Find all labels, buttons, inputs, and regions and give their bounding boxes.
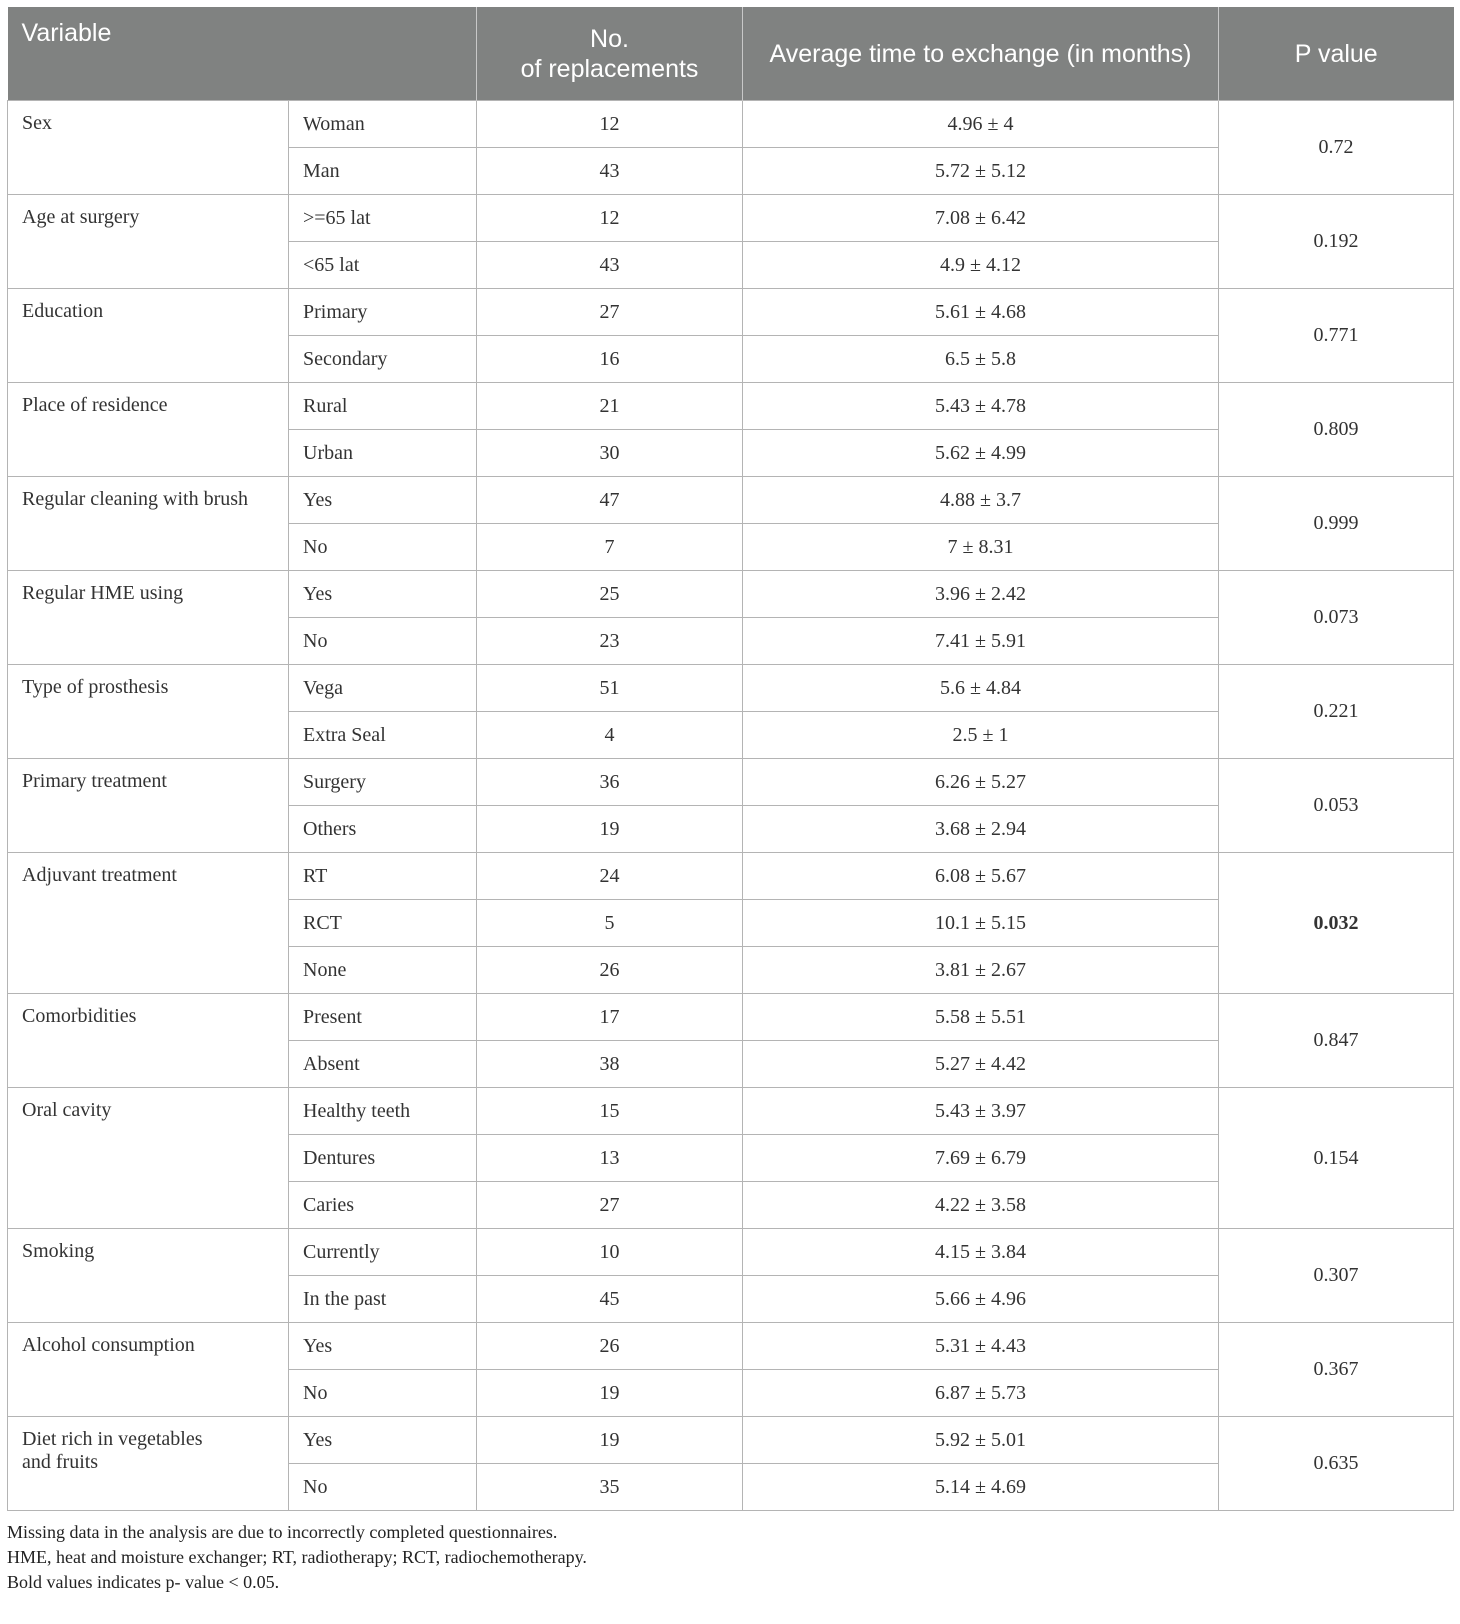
- replacements-cell: 30: [477, 430, 743, 477]
- header-replacements-line2: of replacements: [520, 54, 699, 83]
- average-time-cell: 6.87 ± 5.73: [743, 1370, 1219, 1417]
- average-time-cell: 4.9 ± 4.12: [743, 242, 1219, 289]
- table-row: [8, 1088, 1454, 1135]
- p-value-cell: 0.809: [1219, 383, 1454, 477]
- table-row: [8, 289, 1454, 336]
- table-container: [7, 7, 1453, 1595]
- table-row: [8, 383, 1454, 430]
- replacements-cell: 25: [477, 571, 743, 618]
- variable-cell: [8, 1417, 289, 1511]
- replacements-cell: 35: [477, 1464, 743, 1511]
- average-time-cell: 3.68 ± 2.94: [743, 806, 1219, 853]
- average-time-cell: 7.41 ± 5.91: [743, 618, 1219, 665]
- header-p-value: P value: [1219, 7, 1454, 101]
- variable-cell: [8, 101, 289, 195]
- average-time-cell: 5.58 ± 5.51: [743, 994, 1219, 1041]
- average-time-cell: 6.08 ± 5.67: [743, 853, 1219, 900]
- average-time-cell: 7 ± 8.31: [743, 524, 1219, 571]
- average-time-cell: 2.5 ± 1: [743, 712, 1219, 759]
- variable-cell: [8, 571, 289, 665]
- variable-label: Alcohol consumption: [22, 1334, 195, 1356]
- category-cell: Yes: [289, 477, 477, 524]
- category-cell: Dentures: [289, 1135, 477, 1182]
- category-cell: RCT: [289, 900, 477, 947]
- category-cell: None: [289, 947, 477, 994]
- category-cell: Absent: [289, 1041, 477, 1088]
- average-time-cell: 10.1 ± 5.15: [743, 900, 1219, 947]
- category-cell: Secondary: [289, 336, 477, 383]
- replacements-cell: 23: [477, 618, 743, 665]
- p-value-cell: 0.053: [1219, 759, 1454, 853]
- replacements-cell: 27: [477, 1182, 743, 1229]
- variable-label: Regular cleaning with brush: [22, 488, 249, 510]
- p-value-cell: 0.154: [1219, 1088, 1454, 1229]
- table-header: [8, 7, 1454, 101]
- category-cell: Rural: [289, 383, 477, 430]
- variable-cell: [8, 665, 289, 759]
- average-time-cell: 4.22 ± 3.58: [743, 1182, 1219, 1229]
- average-time-cell: 7.69 ± 6.79: [743, 1135, 1219, 1182]
- p-value-cell: 0.073: [1219, 571, 1454, 665]
- variable-label: Smoking: [22, 1240, 95, 1262]
- table-row: [8, 571, 1454, 618]
- variable-cell: [8, 1323, 289, 1417]
- table-row: [8, 1323, 1454, 1370]
- category-cell: Extra Seal: [289, 712, 477, 759]
- table-row: [8, 1417, 1454, 1464]
- average-time-cell: 5.27 ± 4.42: [743, 1041, 1219, 1088]
- p-value-cell: 0.771: [1219, 289, 1454, 383]
- average-time-cell: 3.81 ± 2.67: [743, 947, 1219, 994]
- average-time-cell: 5.31 ± 4.43: [743, 1323, 1219, 1370]
- replacements-cell: 19: [477, 1417, 743, 1464]
- replacements-cell: 43: [477, 148, 743, 195]
- average-time-cell: 5.62 ± 4.99: [743, 430, 1219, 477]
- category-cell: Healthy teeth: [289, 1088, 477, 1135]
- table-row: [8, 665, 1454, 712]
- average-time-cell: 5.92 ± 5.01: [743, 1417, 1219, 1464]
- variable-cell: [8, 994, 289, 1088]
- category-cell: Others: [289, 806, 477, 853]
- p-value-cell: 0.847: [1219, 994, 1454, 1088]
- replacements-cell: 13: [477, 1135, 743, 1182]
- category-cell: No: [289, 618, 477, 665]
- p-value-cell: 0.307: [1219, 1229, 1454, 1323]
- category-cell: Yes: [289, 1417, 477, 1464]
- average-time-cell: 4.15 ± 3.84: [743, 1229, 1219, 1276]
- footnote: Missing data in the analysis are due to incorrectly completed questionnaires.: [7, 1522, 558, 1542]
- p-value-cell: 0.192: [1219, 195, 1454, 289]
- category-cell: No: [289, 1370, 477, 1417]
- replacements-cell: 5: [477, 900, 743, 947]
- p-value-cell: 0.367: [1219, 1323, 1454, 1417]
- average-time-cell: 6.5 ± 5.8: [743, 336, 1219, 383]
- average-time-cell: 5.72 ± 5.12: [743, 148, 1219, 195]
- category-cell: Vega: [289, 665, 477, 712]
- replacements-cell: 4: [477, 712, 743, 759]
- average-time-cell: 3.96 ± 2.42: [743, 571, 1219, 618]
- header-variable: Variable: [8, 7, 477, 101]
- variable-cell: [8, 289, 289, 383]
- replacements-cell: 36: [477, 759, 743, 806]
- table-row: [8, 477, 1454, 524]
- variable-label: Age at surgery: [22, 206, 140, 228]
- average-time-cell: 7.08 ± 6.42: [743, 195, 1219, 242]
- variable-label: Place of residence: [22, 394, 168, 416]
- p-value-cell: 0.221: [1219, 665, 1454, 759]
- data-table: [7, 7, 1454, 1511]
- category-cell: RT: [289, 853, 477, 900]
- replacements-cell: 12: [477, 195, 743, 242]
- replacements-cell: 12: [477, 101, 743, 148]
- replacements-cell: 38: [477, 1041, 743, 1088]
- table-row: [8, 101, 1454, 148]
- table-row: [8, 994, 1454, 1041]
- table-row: [8, 1229, 1454, 1276]
- variable-cell: [8, 1229, 289, 1323]
- variable-label: Regular HME using: [22, 582, 184, 604]
- header-replacements: [477, 7, 743, 101]
- table-body: [8, 101, 1454, 1511]
- p-value-cell: 0.999: [1219, 477, 1454, 571]
- footnote: Bold values indicates p- value < 0.05.: [7, 1572, 280, 1592]
- replacements-cell: 10: [477, 1229, 743, 1276]
- variable-label: Adjuvant treatment: [22, 864, 177, 886]
- footnote: HME, heat and moisture exchanger; RT, radiotherapy; RCT, radiochemotherapy.: [7, 1547, 587, 1567]
- average-time-cell: 6.26 ± 5.27: [743, 759, 1219, 806]
- category-cell: Primary: [289, 289, 477, 336]
- header-average-time: Average time to exchange (in months): [743, 7, 1219, 101]
- average-time-cell: 5.61 ± 4.68: [743, 289, 1219, 336]
- replacements-cell: 21: [477, 383, 743, 430]
- replacements-cell: 45: [477, 1276, 743, 1323]
- category-cell: Caries: [289, 1182, 477, 1229]
- replacements-cell: 19: [477, 1370, 743, 1417]
- variable-cell: [8, 195, 289, 289]
- category-cell: Woman: [289, 101, 477, 148]
- p-value-cell: 0.72: [1219, 101, 1454, 195]
- variable-label: Type of prosthesis: [22, 676, 169, 698]
- replacements-cell: 47: [477, 477, 743, 524]
- category-cell: Yes: [289, 1323, 477, 1370]
- category-cell: Urban: [289, 430, 477, 477]
- variable-label: Sex: [22, 112, 52, 134]
- replacements-cell: 43: [477, 242, 743, 289]
- category-cell: <65 lat: [289, 242, 477, 289]
- variable-cell: [8, 1088, 289, 1229]
- table-row: [8, 853, 1454, 900]
- variable-cell: [8, 383, 289, 477]
- header-replacements-line1: No.: [590, 24, 629, 53]
- replacements-cell: 51: [477, 665, 743, 712]
- average-time-cell: 5.43 ± 3.97: [743, 1088, 1219, 1135]
- variable-cell: [8, 853, 289, 994]
- replacements-cell: 27: [477, 289, 743, 336]
- variable-label: and fruits: [22, 1451, 99, 1473]
- p-value-cell: 0.032: [1219, 853, 1454, 994]
- variable-cell: [8, 759, 289, 853]
- variable-label: Primary treatment: [22, 770, 167, 792]
- footnotes: [7, 1520, 1453, 1595]
- replacements-cell: 24: [477, 853, 743, 900]
- average-time-cell: 5.14 ± 4.69: [743, 1464, 1219, 1511]
- replacements-cell: 16: [477, 336, 743, 383]
- category-cell: >=65 lat: [289, 195, 477, 242]
- average-time-cell: 5.66 ± 4.96: [743, 1276, 1219, 1323]
- category-cell: In the past: [289, 1276, 477, 1323]
- category-cell: Man: [289, 148, 477, 195]
- average-time-cell: 5.6 ± 4.84: [743, 665, 1219, 712]
- category-cell: Present: [289, 994, 477, 1041]
- variable-label: Education: [22, 300, 104, 322]
- variable-label: Comorbidities: [22, 1005, 137, 1027]
- category-cell: Surgery: [289, 759, 477, 806]
- replacements-cell: 26: [477, 947, 743, 994]
- table-row: [8, 195, 1454, 242]
- category-cell: Yes: [289, 571, 477, 618]
- replacements-cell: 17: [477, 994, 743, 1041]
- replacements-cell: 7: [477, 524, 743, 571]
- table-row: [8, 759, 1454, 806]
- category-cell: No: [289, 1464, 477, 1511]
- average-time-cell: 4.88 ± 3.7: [743, 477, 1219, 524]
- category-cell: No: [289, 524, 477, 571]
- replacements-cell: 26: [477, 1323, 743, 1370]
- variable-cell: [8, 477, 289, 571]
- replacements-cell: 19: [477, 806, 743, 853]
- replacements-cell: 15: [477, 1088, 743, 1135]
- variable-label: Diet rich in vegetables: [22, 1428, 203, 1450]
- p-value-cell: 0.635: [1219, 1417, 1454, 1511]
- variable-label: Oral cavity: [22, 1099, 112, 1121]
- category-cell: Currently: [289, 1229, 477, 1276]
- average-time-cell: 4.96 ± 4: [743, 101, 1219, 148]
- average-time-cell: 5.43 ± 4.78: [743, 383, 1219, 430]
